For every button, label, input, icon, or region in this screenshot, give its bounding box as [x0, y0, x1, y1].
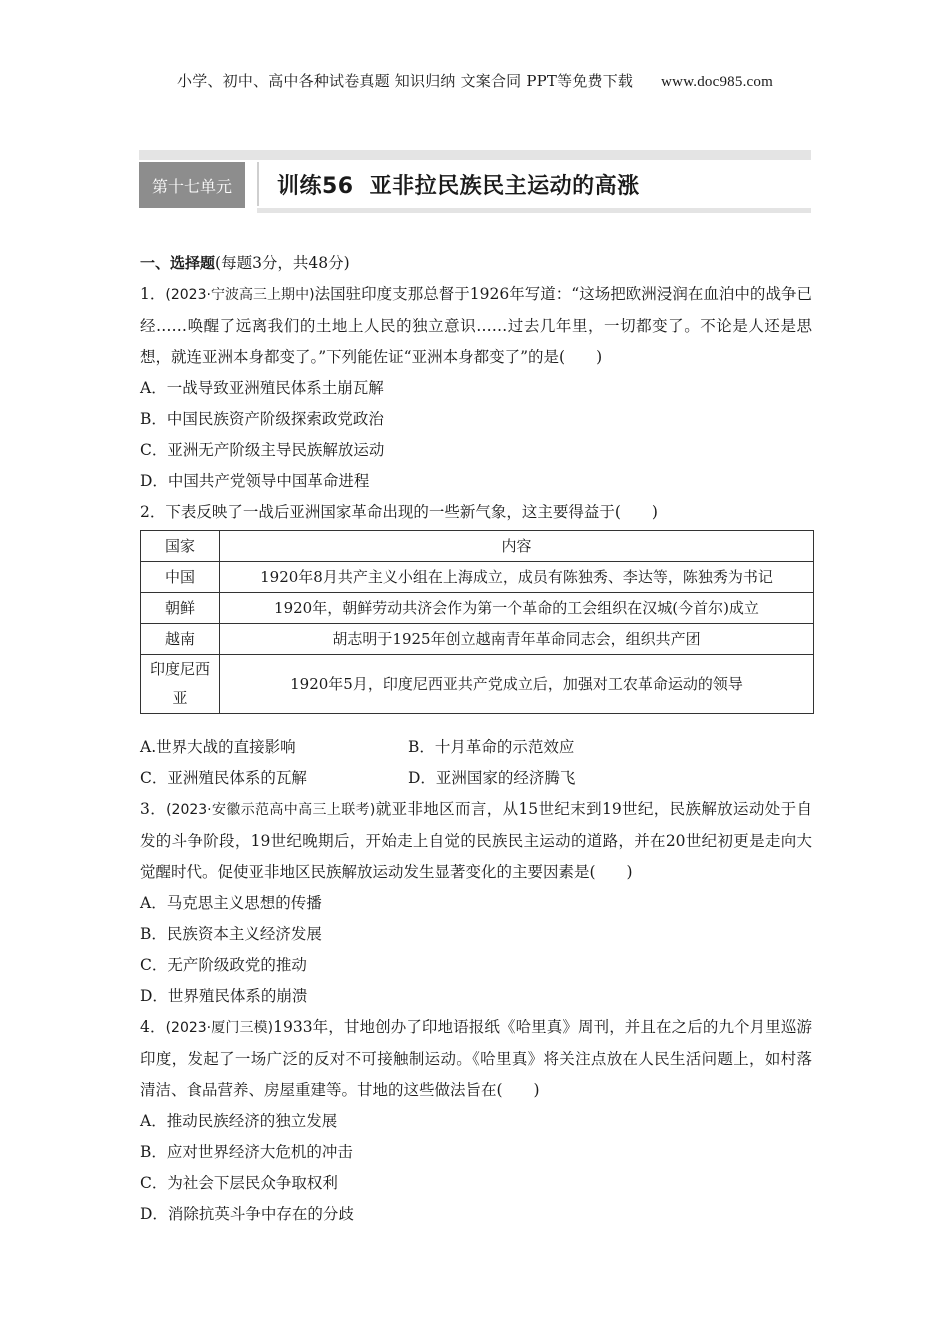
table-row: [141, 624, 814, 655]
q2-option-a[interactable]: A.世界大战的直接影响: [140, 738, 296, 756]
q2-options-row-1: [140, 732, 812, 763]
table-row: [141, 655, 814, 714]
section-note: (每题3分，共48分): [215, 254, 350, 272]
lesson-title: [257, 162, 811, 206]
top-banner: [0, 70, 950, 91]
q1-option-d[interactable]: D．中国共产党领导中国革命进程: [140, 472, 370, 490]
q1-text: 法国驻印度支那总督于1926年写道：“这场把欧洲浸润在血泊中的战争已经……唤醒了远离我们的土地上人民的独立意识……过去几年里，一切都变了。不论是人还是思想，就连亚洲本身都变了。”下列能佐证“亚洲本身都变了”的是( ): [140, 285, 812, 366]
table-header-row: [141, 531, 814, 562]
table-cell-content: 1920年5月，印度尼西亚共产党成立后，加强对工农革命运动的领导: [220, 655, 814, 714]
table-cell-content: 1920年8月共产主义小组在上海成立，成员有陈独秀、李达等，陈独秀为书记: [220, 562, 814, 593]
table-cell-country: 印度尼西亚: [141, 655, 220, 714]
q3-option-d[interactable]: D．世界殖民体系的崩溃: [140, 987, 308, 1005]
q1-option-a[interactable]: A．一战导致亚洲殖民体系土崩瓦解: [140, 379, 384, 397]
q3-number: 3．: [140, 800, 167, 818]
table-header-country: 国家: [141, 531, 220, 562]
q2-option-c[interactable]: C．亚洲殖民体系的瓦解: [140, 769, 307, 787]
table-cell-country: 越南: [141, 624, 220, 655]
table-cell-country: 中国: [141, 562, 220, 593]
q2-option-d[interactable]: D．亚洲国家的经济腾飞: [408, 769, 576, 787]
table-header-content: 内容: [220, 531, 814, 562]
lesson-number: 训练56: [277, 173, 354, 199]
q2-option-b[interactable]: B．十月革命的示范效应: [408, 738, 575, 756]
q4-number: 4．: [140, 1018, 166, 1036]
lesson-title-text: 亚非拉民族民主运动的高涨: [369, 173, 640, 199]
q2-text: 下表反映了一战后亚洲国家革命出现的一些新气象，这主要得益于( ): [165, 503, 658, 521]
section-title: [140, 248, 812, 279]
q1-option-b[interactable]: B．中国民族资产阶级探索政党政治: [140, 410, 384, 428]
table-cell-country: 朝鲜: [141, 593, 220, 624]
question-3-stem: [140, 794, 812, 888]
q4-option-d[interactable]: D．消除抗英斗争中存在的分歧: [140, 1205, 354, 1223]
banner-site[interactable]: www.doc985.com: [661, 74, 773, 90]
q3-option-c[interactable]: C．无产阶级政党的推动: [140, 956, 307, 974]
banner-text: 小学、初中、高中各种试卷真题 知识归纳 文案合同 PPT等免费下载: [177, 72, 634, 90]
q1-number: 1．: [140, 285, 166, 303]
q4-text: 1933年，甘地创办了印地语报纸《哈里真》周刊，并且在之后的九个月里巡游印度，发起了一场广泛的反对不可接触制运动。《哈里真》将关注点放在人民生活问题上，如村落清洁、食品营养、房屋重建等。甘地的这些做法旨在( ): [140, 1018, 812, 1099]
q1-source: (2023·宁波高三上期中): [165, 287, 315, 303]
q3-option-b[interactable]: B．民族资本主义经济发展: [140, 925, 322, 943]
header-strip-bottom: [257, 208, 811, 213]
question-2-stem: [140, 497, 812, 528]
q3-option-a[interactable]: A．马克思主义思想的传播: [140, 894, 322, 912]
header-strip-top: [139, 150, 811, 160]
question-content: [140, 248, 812, 1230]
q2-options-row-2: [140, 763, 812, 794]
q4-option-a[interactable]: A．推动民族经济的独立发展: [140, 1112, 338, 1130]
q4-source: (2023·厦门三模): [165, 1020, 274, 1036]
q4-option-c[interactable]: C．为社会下层民众争取权利: [140, 1174, 338, 1192]
q1-option-c[interactable]: C．亚洲无产阶级主导民族解放运动: [140, 441, 385, 459]
q3-text: 就亚非地区而言，从15世纪末到19世纪，民族解放运动处于自发的斗争阶段，19世纪晚期后，开始走上自觉的民族民主运动的道路，并在20世纪初更是走向大觉醒时代。促使亚非地区民族解放运动发生显著变化的主要因素是( ): [140, 800, 812, 881]
table-cell-content: 1920年，朝鲜劳动共济会作为第一个革命的工会组织在汉城(今首尔)成立: [220, 593, 814, 624]
q3-source: (2023·安徽示范高中高三上联考): [166, 802, 376, 818]
question-1-stem: [140, 279, 812, 373]
section-title-label: 一、选择题: [140, 254, 216, 272]
unit-label: 第十七单元: [139, 162, 245, 208]
q2-number: 2．: [140, 503, 166, 521]
unit-header: [139, 150, 811, 214]
question-4-stem: [140, 1012, 812, 1106]
q2-table: [140, 530, 814, 714]
table-row: [141, 562, 814, 593]
q4-option-b[interactable]: B．应对世界经济大危机的冲击: [140, 1143, 353, 1161]
table-row: [141, 593, 814, 624]
table-cell-content: 胡志明于1925年创立越南青年革命同志会，组织共产团: [220, 624, 814, 655]
